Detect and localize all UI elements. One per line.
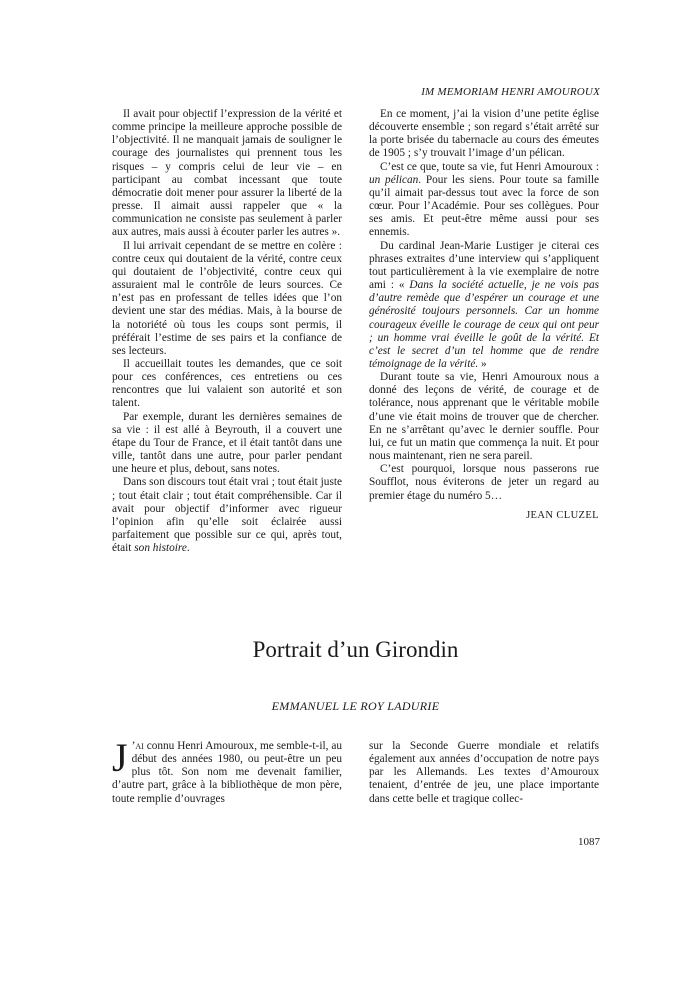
emphasis-text: son histoire	[134, 542, 187, 555]
drop-cap: J	[112, 735, 128, 780]
paragraph: Il avait pour objectif l’expression de la vérité et comme principe la meilleure approche possible de l’objectivité. Il ne manquait jamais de souligner le courage des journalistes qui prennent tous les risques – y compris celui de leur vie – en participant au combat incessant que toute démocratie doit mener pour assurer la liberté de la presse. Il aimait aussi rappeler que « la communication ne consiste pas seulement à parler aux autres, mais aussi à écouter parler les autres ».	[112, 108, 342, 239]
paragraph	[369, 240, 599, 372]
article-title: Portrait d’un Girondin	[252, 637, 459, 662]
lead-paragraph	[112, 735, 342, 806]
paragraph-text: .	[186, 542, 190, 555]
lead-smallcaps: ’ai	[131, 740, 144, 752]
paragraph-text: Du cardinal Jean-Marie Lustiger je citerai ces phrases extraites d’une interview qui s’appliquent tout particulièrement à la vie exemplaire de notre ami : «	[369, 239, 599, 292]
paragraph-text: . Pour les siens. Pour toute sa famille qu’il aimait par-dessus tout avec la force de son cœur. Pour l’Académie. Pour ses collègues. Pour ses amis. Et peut-être même aussi pour ses ennemis.	[369, 173, 599, 239]
page-number: 1087	[578, 836, 600, 848]
signature: JEAN CLUZEL	[526, 509, 599, 521]
paragraph: Il accueillait toutes les demandes, que ce soit pour ces conférences, ces entretiens ou ces rencontres que lui valaient son autorité et son talent.	[112, 357, 342, 410]
paragraph-text: C’est ce que, toute sa vie, fut Henri Amouroux :	[380, 160, 599, 173]
paragraph: Il lui arrivait cependant de se mettre en colère : contre ceux qui doutaient de la vérité, contre ceux qui doutaient de l’objectivité, contre ceux qui assuraient mal le contrôle de leurs sources. Ce n’est pas en professant de telles idées que l’on devient une star des médias. Mais, à la bourse de la notoriété où tous les coups sont permis, il préférait l’estime de ses pairs et la confiance de ses lecteurs.	[112, 239, 342, 357]
emphasis-text: un pélican	[369, 173, 419, 186]
paragraph-text: connu Henri Amouroux, me semble-t-il, au début des années 1980, ou peut-être un peu plus tôt. Son nom me devenait familier, d’autre part, grâce à la bibliothèque de mon père, toute remplie d’ouvrages	[112, 740, 342, 805]
paragraph: Durant toute sa vie, Henri Amouroux nous a donné des leçons de vérité, de courage et de tolérance, nous apprenant que le véritable mobile d’une vie était moins de trouver que de chercher. En ne s’arrêtant qu’avec le dernier souffle. Pour lui, ce fut un matin que commença la nuit. Et pour nous maintenant, rien ne sera pareil.	[369, 371, 599, 463]
paragraph: Par exemple, durant les dernières semaines de sa vie : il est allé à Beyrouth, il a couvert une étape du Tour de France, et il était tantôt dans une ville, tantôt dans une autre, pour parler pendant une heure et plus, debout, sans notes.	[112, 410, 342, 476]
paragraph-text: »	[478, 357, 487, 370]
article-author: EMMANUEL LE ROY LADURIE	[271, 699, 440, 713]
left-text-column	[112, 108, 342, 555]
quotation-text: Dans la société actuelle, je ne vois pas d’autre remède que d’espérer un courage et une générosité toujours personnels. Car un homme courageux éveille le courage de ceux qui ont peur ; un homme vrai éveille le goût de la vérité. Et c’est le secret d’un tel homme que de rendre témoignage de la vérité.	[369, 279, 599, 370]
right-text-column	[369, 108, 599, 522]
article-left-column	[112, 735, 342, 806]
paragraph-text: Dans son discours tout était vrai ; tout était juste ; tout était clair ; tout était compréhensible. Car il avait pour objectif d’informer avec rigueur l’opinion afin qu’elle soit éclairée aussi parfaitement que possible sur ce qui, après tout, était	[112, 476, 342, 555]
paragraph: sur la Seconde Guerre mondiale et relatifs également aux années d’occupation de notre pays par les Allemands. Les textes d’Amouroux tenaient, d’entrée de jeu, une place importante dans cette belle et tragique collec-	[369, 740, 599, 805]
paragraph	[369, 161, 599, 240]
paragraph	[112, 476, 342, 555]
running-head: IM MEMORIAM HENRI AMOUROUX	[421, 86, 600, 98]
paragraph: En ce moment, j’ai la vision d’une petite église découverte ensemble ; son regard s’était arrêté sur la porte brisée du tabernacle au cours des émeutes de 1905 ; s’y trouvait l’image d’un pélican.	[369, 108, 599, 160]
paragraph: C’est pourquoi, lorsque nous passerons rue Soufflot, nous éviterons de jeter un regard au premier étage du numéro 5…	[369, 463, 599, 502]
article-right-column	[369, 740, 599, 806]
